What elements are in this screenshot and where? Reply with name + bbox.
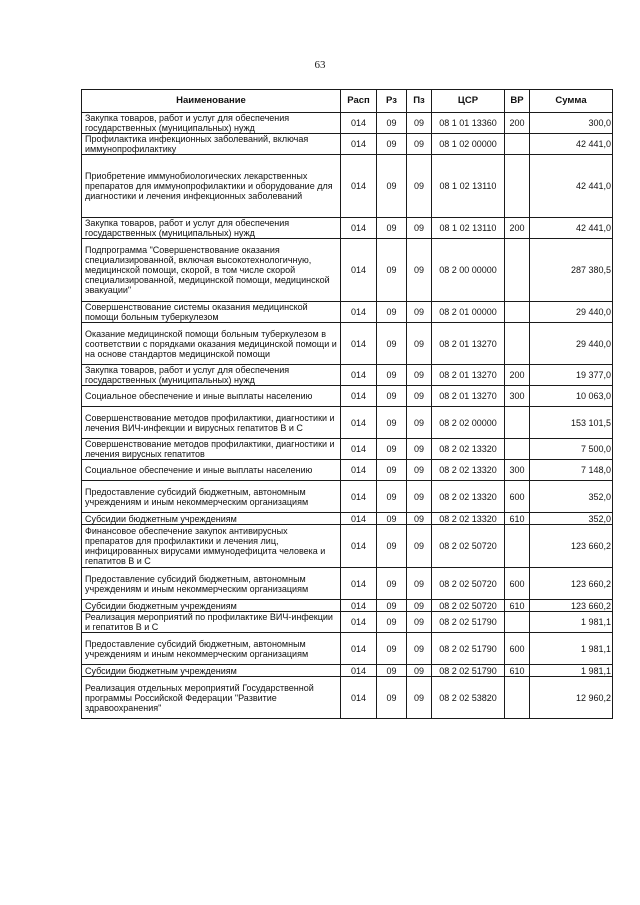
cell-vr: [505, 239, 530, 302]
cell-name: Закупка товаров, работ и услуг для обеспечения государственных (муниципальных) нужд: [82, 218, 341, 239]
cell-sum: 153 101,5: [530, 407, 613, 439]
cell-csr: 08 2 02 53820: [432, 677, 505, 719]
cell-rz: 09: [377, 513, 407, 525]
cell-vr: 300: [505, 460, 530, 481]
cell-pz: 09: [407, 365, 432, 386]
cell-rz: 09: [377, 525, 407, 568]
page-number: 63: [314, 59, 326, 71]
cell-rasp: 014: [341, 677, 377, 719]
cell-pz: 09: [407, 239, 432, 302]
cell-rz: 09: [377, 365, 407, 386]
table-row: [82, 302, 613, 323]
cell-sum: 123 660,2: [530, 600, 613, 612]
cell-sum: 1 981,1: [530, 612, 613, 633]
cell-vr: 300: [505, 386, 530, 407]
cell-rz: 09: [377, 600, 407, 612]
cell-rasp: 014: [341, 155, 377, 218]
cell-csr: 08 1 02 00000: [432, 134, 505, 155]
cell-csr: 08 2 02 50720: [432, 525, 505, 568]
cell-csr: 08 2 02 50720: [432, 600, 505, 612]
cell-vr: [505, 323, 530, 365]
header-pz: Пз: [407, 90, 432, 113]
table-row: [82, 134, 613, 155]
cell-sum: 300,0: [530, 113, 613, 134]
cell-name: Социальное обеспечение и иные выплаты населению: [82, 386, 341, 407]
table-row: [82, 677, 613, 719]
cell-pz: 09: [407, 665, 432, 677]
cell-name: Субсидии бюджетным учреждениям: [82, 513, 341, 525]
cell-rz: 09: [377, 677, 407, 719]
cell-name: Реализация отдельных мероприятий Государственной программы Российской Федерации "Развитие здравоохранения": [82, 677, 341, 719]
cell-csr: 08 2 02 51790: [432, 665, 505, 677]
table-row: [82, 218, 613, 239]
cell-pz: 09: [407, 218, 432, 239]
cell-rasp: 014: [341, 525, 377, 568]
cell-csr: 08 2 02 50720: [432, 568, 505, 600]
cell-rz: 09: [377, 568, 407, 600]
table-row: [82, 525, 613, 568]
cell-rz: 09: [377, 218, 407, 239]
cell-rz: 09: [377, 665, 407, 677]
cell-pz: 09: [407, 513, 432, 525]
cell-vr: 200: [505, 365, 530, 386]
table-row: [82, 665, 613, 677]
table-row: [82, 407, 613, 439]
cell-pz: 09: [407, 481, 432, 513]
cell-csr: 08 2 02 13320: [432, 439, 505, 460]
cell-sum: 7 500,0: [530, 439, 613, 460]
cell-pz: 09: [407, 155, 432, 218]
cell-rasp: 014: [341, 665, 377, 677]
table-row: [82, 323, 613, 365]
cell-csr: 08 2 01 13270: [432, 323, 505, 365]
cell-rz: 09: [377, 302, 407, 323]
table-row: [82, 365, 613, 386]
cell-sum: 352,0: [530, 481, 613, 513]
cell-vr: [505, 155, 530, 218]
cell-rz: 09: [377, 439, 407, 460]
cell-name: Подпрограмма "Совершенствование оказания специализированной, включая высокотехнологичную, медицинской помощи, скорой, в том числе скорой специализированной, медицинской помощи, медицинской эвакуации": [82, 239, 341, 302]
cell-rasp: 014: [341, 481, 377, 513]
cell-rasp: 014: [341, 513, 377, 525]
table-row: [82, 460, 613, 481]
cell-pz: 09: [407, 460, 432, 481]
cell-name: Социальное обеспечение и иные выплаты населению: [82, 460, 341, 481]
cell-csr: 08 2 02 13320: [432, 481, 505, 513]
cell-sum: 123 660,2: [530, 568, 613, 600]
cell-sum: 1 981,1: [530, 665, 613, 677]
cell-csr: 08 2 00 00000: [432, 239, 505, 302]
table-row: [82, 239, 613, 302]
cell-vr: 200: [505, 113, 530, 134]
cell-vr: 610: [505, 513, 530, 525]
cell-name: Реализация мероприятий по профилактике ВИЧ-инфекции и гепатитов В и С: [82, 612, 341, 633]
cell-rasp: 014: [341, 302, 377, 323]
cell-vr: 600: [505, 481, 530, 513]
cell-rasp: 014: [341, 365, 377, 386]
header-csr: ЦСР: [432, 90, 505, 113]
cell-name: Профилактика инфекционных заболеваний, включая иммунопрофилактику: [82, 134, 341, 155]
table-row: [82, 633, 613, 665]
cell-pz: 09: [407, 134, 432, 155]
cell-csr: 08 2 01 13270: [432, 365, 505, 386]
cell-name: Приобретение иммунобиологических лекарственных препаратов для иммунопрофилактики и оборудование для диагностики и лечения инфекционных заболеваний: [82, 155, 341, 218]
cell-pz: 09: [407, 439, 432, 460]
cell-pz: 09: [407, 525, 432, 568]
cell-rz: 09: [377, 386, 407, 407]
cell-vr: 610: [505, 665, 530, 677]
cell-sum: 10 063,0: [530, 386, 613, 407]
cell-sum: 352,0: [530, 513, 613, 525]
cell-vr: 200: [505, 218, 530, 239]
cell-rasp: 014: [341, 439, 377, 460]
cell-pz: 09: [407, 302, 432, 323]
table-row: [82, 481, 613, 513]
cell-csr: 08 2 02 51790: [432, 612, 505, 633]
cell-rz: 09: [377, 155, 407, 218]
cell-name: Совершенствование методов профилактики, диагностики и лечения вирусных гепатитов: [82, 439, 341, 460]
cell-rasp: 014: [341, 407, 377, 439]
cell-rasp: 014: [341, 460, 377, 481]
cell-csr: 08 2 02 13320: [432, 460, 505, 481]
cell-rasp: 014: [341, 113, 377, 134]
cell-sum: 42 441,0: [530, 134, 613, 155]
header-rz: Рз: [377, 90, 407, 113]
header-vr: ВР: [505, 90, 530, 113]
cell-name: Предоставление субсидий бюджетным, автономным учреждениям и иным некоммерческим организациям: [82, 481, 341, 513]
cell-pz: 09: [407, 633, 432, 665]
cell-sum: 42 441,0: [530, 218, 613, 239]
cell-rasp: 014: [341, 218, 377, 239]
cell-sum: 7 148,0: [530, 460, 613, 481]
cell-sum: 287 380,5: [530, 239, 613, 302]
header-sum: Сумма: [530, 90, 613, 113]
table-row: [82, 612, 613, 633]
cell-rz: 09: [377, 612, 407, 633]
table-row: [82, 113, 613, 134]
cell-rasp: 014: [341, 239, 377, 302]
table-row: [82, 513, 613, 525]
cell-sum: 12 960,2: [530, 677, 613, 719]
cell-vr: [505, 302, 530, 323]
cell-csr: 08 1 02 13110: [432, 155, 505, 218]
cell-pz: 09: [407, 407, 432, 439]
cell-rasp: 014: [341, 633, 377, 665]
header-name: Наименование: [82, 90, 341, 113]
header-rasp: Расп: [341, 90, 377, 113]
cell-csr: 08 2 01 13270: [432, 386, 505, 407]
cell-vr: 610: [505, 600, 530, 612]
cell-csr: 08 1 02 13110: [432, 218, 505, 239]
cell-sum: 42 441,0: [530, 155, 613, 218]
cell-rz: 09: [377, 239, 407, 302]
cell-pz: 09: [407, 612, 432, 633]
cell-name: Совершенствование методов профилактики, диагностики и лечения ВИЧ-инфекции и вирусных гепатитов В и С: [82, 407, 341, 439]
cell-rasp: 014: [341, 612, 377, 633]
cell-rz: 09: [377, 481, 407, 513]
cell-vr: [505, 525, 530, 568]
cell-pz: 09: [407, 323, 432, 365]
cell-sum: 29 440,0: [530, 323, 613, 365]
cell-rasp: 014: [341, 134, 377, 155]
cell-pz: 09: [407, 677, 432, 719]
table-row: [82, 386, 613, 407]
cell-name: Субсидии бюджетным учреждениям: [82, 600, 341, 612]
cell-name: Финансовое обеспечение закупок антивирусных препаратов для профилактики и лечения лиц, инфицированных вирусами иммунодефицита человека и гепатитов В и С: [82, 525, 341, 568]
cell-rasp: 014: [341, 600, 377, 612]
table-row: [82, 155, 613, 218]
cell-csr: 08 1 01 13360: [432, 113, 505, 134]
cell-vr: [505, 439, 530, 460]
cell-rz: 09: [377, 323, 407, 365]
cell-name: Предоставление субсидий бюджетным, автономным учреждениям и иным некоммерческим организациям: [82, 568, 341, 600]
cell-rz: 09: [377, 633, 407, 665]
table-body: [82, 113, 613, 719]
cell-rz: 09: [377, 407, 407, 439]
cell-rz: 09: [377, 134, 407, 155]
cell-vr: [505, 612, 530, 633]
cell-rz: 09: [377, 460, 407, 481]
cell-name: Закупка товаров, работ и услуг для обеспечения государственных (муниципальных) нужд: [82, 113, 341, 134]
table-row: [82, 568, 613, 600]
cell-rasp: 014: [341, 386, 377, 407]
cell-pz: 09: [407, 113, 432, 134]
cell-sum: 1 981,1: [530, 633, 613, 665]
cell-sum: 123 660,2: [530, 525, 613, 568]
cell-sum: 29 440,0: [530, 302, 613, 323]
cell-rz: 09: [377, 113, 407, 134]
cell-csr: 08 2 02 13320: [432, 513, 505, 525]
cell-pz: 09: [407, 600, 432, 612]
cell-vr: 600: [505, 633, 530, 665]
cell-name: Закупка товаров, работ и услуг для обеспечения государственных (муниципальных) нужд: [82, 365, 341, 386]
cell-name: Предоставление субсидий бюджетным, автономным учреждениям и иным некоммерческим организациям: [82, 633, 341, 665]
table-row: [82, 600, 613, 612]
cell-name: Совершенствование системы оказания медицинской помощи больным туберкулезом: [82, 302, 341, 323]
cell-rasp: 014: [341, 323, 377, 365]
cell-pz: 09: [407, 568, 432, 600]
cell-vr: [505, 407, 530, 439]
cell-name: Оказание медицинской помощи больным туберкулезом в соответствии с порядками оказания медицинской помощи и на основе стандартов медицинской помощи: [82, 323, 341, 365]
table-row: [82, 439, 613, 460]
cell-csr: 08 2 02 51790: [432, 633, 505, 665]
cell-rasp: 014: [341, 568, 377, 600]
cell-vr: [505, 134, 530, 155]
cell-pz: 09: [407, 386, 432, 407]
cell-vr: 600: [505, 568, 530, 600]
cell-csr: 08 2 02 00000: [432, 407, 505, 439]
table-header-row: [82, 90, 613, 113]
budget-table: [81, 89, 613, 719]
cell-vr: [505, 677, 530, 719]
cell-csr: 08 2 01 00000: [432, 302, 505, 323]
cell-name: Субсидии бюджетным учреждениям: [82, 665, 341, 677]
cell-sum: 19 377,0: [530, 365, 613, 386]
